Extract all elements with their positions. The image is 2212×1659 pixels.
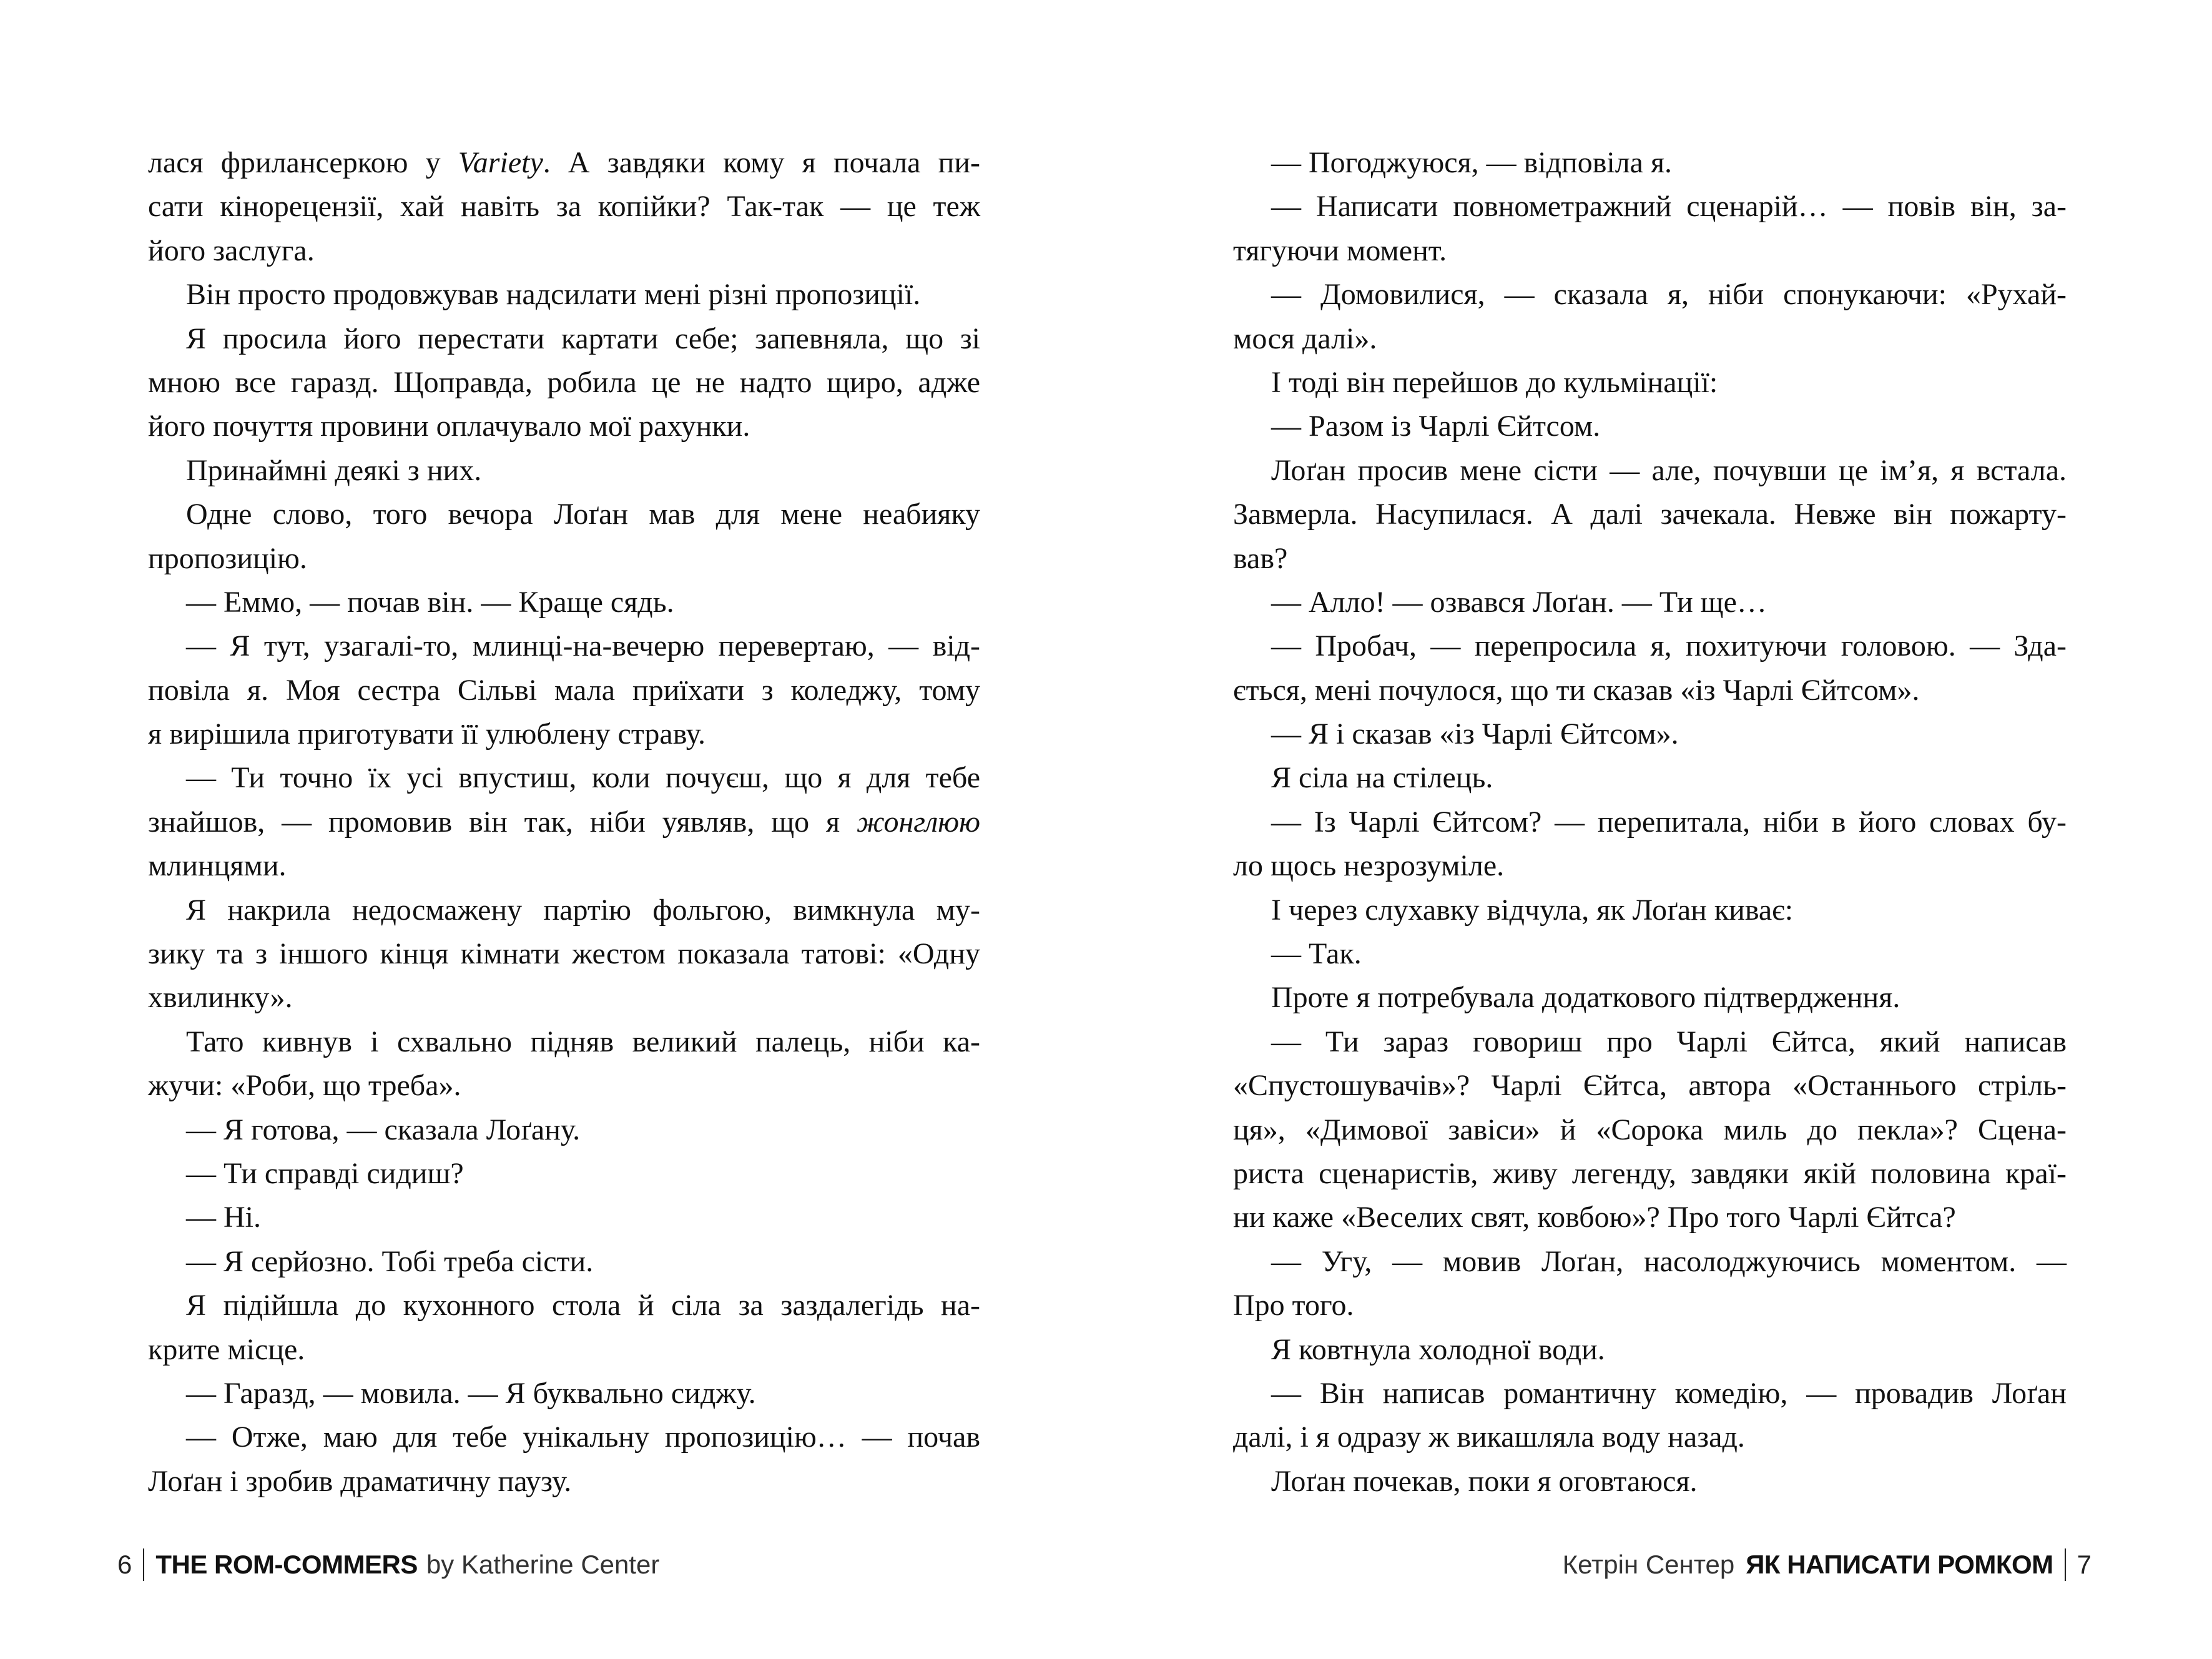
text-line bbox=[148, 581, 980, 624]
text-line bbox=[1233, 1460, 2067, 1504]
text-run: млинцями. bbox=[148, 849, 287, 883]
text-line bbox=[148, 1108, 980, 1152]
text-run: — Еммо, — почав він. — Краще сядь. bbox=[186, 585, 674, 619]
text-line bbox=[148, 273, 980, 317]
text-line bbox=[1233, 669, 2067, 712]
running-head-title: ЯК НАПИСАТИ РОМКОМ bbox=[1746, 1550, 2053, 1579]
text-line bbox=[1233, 1196, 2067, 1239]
text-line bbox=[148, 1284, 980, 1327]
text-line bbox=[148, 449, 980, 493]
text-run: Завмерла. Насупилася. А далі зачекала. Невже він пожарту- bbox=[1233, 498, 2067, 531]
text-run: — Пробач, — перепросила я, похитуючи головою. — Зда- bbox=[1271, 629, 2067, 663]
text-run: я вирішила приготувати її улюблену страву. bbox=[148, 717, 705, 751]
text-line bbox=[1233, 229, 2067, 273]
text-run: Тато кивнув і схвально підняв великий палець, ніби ка- bbox=[186, 1025, 980, 1058]
text-line bbox=[148, 141, 980, 185]
text-run: крите місце. bbox=[148, 1332, 305, 1366]
text-run: Принаймні деякі з них. bbox=[186, 453, 482, 487]
left-page-body bbox=[148, 141, 980, 1504]
text-run: — Так. bbox=[1271, 937, 1362, 971]
text-run: — Ти справді сидиш? bbox=[186, 1156, 464, 1190]
text-line bbox=[1233, 361, 2067, 405]
text-line bbox=[148, 932, 980, 976]
text-line bbox=[148, 229, 980, 273]
text-line bbox=[148, 889, 980, 932]
text-run: його почуття провини оплачувало мої рахунки. bbox=[148, 410, 750, 443]
text-line bbox=[1233, 317, 2067, 361]
text-run: пропозицію. bbox=[148, 541, 307, 575]
text-line bbox=[1233, 449, 2067, 493]
text-run: — Із Чарлі Єйтсом? — перепитала, ніби в його словах бу- bbox=[1271, 805, 2067, 839]
text-run: мною все гаразд. Щоправда, робила це не надто щиро, адже bbox=[148, 365, 980, 399]
text-line bbox=[1233, 537, 2067, 581]
text-run: сати кінорецензії, хай навіть за копійки? Так-так — це теж bbox=[148, 190, 980, 224]
italic-text-run: жонглюю bbox=[857, 805, 980, 839]
text-run: — Ти зараз говориш про Чарлі Єйтса, який написав bbox=[1271, 1025, 2067, 1058]
text-line bbox=[148, 185, 980, 229]
text-run: — Домовилися, — сказала я, ніби спонукаючи: «Рухай- bbox=[1271, 278, 2067, 312]
text-run: ється, мені почулося, що ти сказав «із Чарлі Єйтсом». bbox=[1233, 673, 1920, 707]
text-line bbox=[148, 1152, 980, 1196]
running-head-author: by Katherine Center bbox=[426, 1550, 660, 1579]
text-run: знайшов, — промовив він так, ніби уявляв, що я bbox=[148, 805, 857, 839]
text-run: далі, і я одразу ж викашляла воду назад. bbox=[1233, 1420, 1745, 1454]
text-run: тягуючи момент. bbox=[1233, 234, 1447, 267]
text-run: Лоґан і зробив драматичну паузу. bbox=[148, 1464, 572, 1498]
text-run: вав? bbox=[1233, 541, 1288, 575]
text-run: — Я серйозно. Тобі треба сісти. bbox=[186, 1244, 594, 1278]
text-line bbox=[1233, 756, 2067, 800]
text-line bbox=[148, 317, 980, 361]
text-line bbox=[1233, 1415, 2067, 1459]
text-run: Проте я потребувала додаткового підтвердження. bbox=[1271, 981, 1900, 1015]
text-line bbox=[1233, 932, 2067, 976]
text-line bbox=[1233, 1240, 2067, 1284]
text-line bbox=[148, 1196, 980, 1239]
text-line bbox=[148, 1415, 980, 1459]
text-run: І через слухавку відчула, як Лоґан киває: bbox=[1271, 893, 1794, 927]
text-line bbox=[1233, 1108, 2067, 1152]
page-number: 6 bbox=[117, 1550, 132, 1579]
text-line bbox=[148, 1020, 980, 1064]
text-line bbox=[1233, 1152, 2067, 1196]
text-run: — Написати повнометражний сценарій… — повів він, за- bbox=[1271, 190, 2067, 224]
text-line bbox=[148, 800, 980, 844]
text-run: Я сіла на стілець. bbox=[1271, 761, 1493, 795]
text-line bbox=[148, 1372, 980, 1415]
text-line bbox=[1233, 141, 2067, 185]
text-run: — Ні. bbox=[186, 1201, 261, 1234]
text-line bbox=[148, 976, 980, 1020]
running-head-author: Кетрін Сентер bbox=[1562, 1550, 1735, 1579]
text-run: Лоґан почекав, поки я оговтаюся. bbox=[1271, 1464, 1698, 1498]
text-run: — Я готова, — сказала Лоґану. bbox=[186, 1113, 581, 1146]
text-run: — Я тут, узагалі-то, млинці-на-вечерю перевертаю, — від- bbox=[186, 629, 980, 663]
text-run: Я накрила недосмажену партію фольгою, вимкнула му- bbox=[186, 893, 980, 927]
text-line bbox=[1233, 1372, 2067, 1415]
text-line bbox=[148, 1328, 980, 1372]
text-line bbox=[148, 405, 980, 448]
text-run: Я підійшла до кухонного стола й сіла за заздалегідь на- bbox=[186, 1289, 980, 1322]
text-line bbox=[148, 1240, 980, 1284]
text-run: лася фрилансеркою у bbox=[148, 146, 458, 179]
text-line bbox=[1233, 273, 2067, 317]
text-run: І тоді він перейшов до кульмінації: bbox=[1271, 365, 1718, 399]
text-line bbox=[148, 361, 980, 405]
text-line bbox=[148, 712, 980, 756]
text-line bbox=[1233, 185, 2067, 229]
text-line bbox=[1233, 1284, 2067, 1327]
text-run: Він просто продовжував надсилати мені різні пропозиції. bbox=[186, 278, 921, 312]
text-run: — Він написав романтичну комедію, — провадив Лоґан bbox=[1271, 1376, 2067, 1410]
text-run: — Угу, — мовив Лоґан, насолоджуючись моментом. — bbox=[1271, 1244, 2067, 1278]
text-run: — Гаразд, — мовила. — Я буквально сиджу. bbox=[186, 1376, 756, 1410]
page-number: 7 bbox=[2077, 1550, 2092, 1579]
text-line bbox=[148, 1064, 980, 1108]
text-run: мося далі». bbox=[1233, 322, 1377, 355]
text-line bbox=[1233, 624, 2067, 668]
text-run: — Отже, маю для тебе унікальну пропозицію… — почав bbox=[186, 1420, 980, 1454]
text-run: хвилинку». bbox=[148, 981, 293, 1015]
text-line bbox=[1233, 889, 2067, 932]
right-page-footer bbox=[1563, 1547, 2092, 1582]
text-run: його заслуга. bbox=[148, 234, 315, 267]
running-head-title: THE ROM-COMMERS bbox=[155, 1550, 418, 1579]
left-page-footer bbox=[117, 1547, 659, 1582]
footer-divider bbox=[143, 1548, 144, 1581]
text-run: — Я і сказав «із Чарлі Єйтсом». bbox=[1271, 717, 1679, 751]
text-line bbox=[148, 624, 980, 668]
italic-text-run: Variety bbox=[458, 146, 543, 179]
text-line bbox=[1233, 581, 2067, 624]
text-line bbox=[1233, 712, 2067, 756]
text-run: ни каже «Веселих свят, ковбою»? Про того Чарлі Єйтса? bbox=[1233, 1201, 1956, 1234]
text-run: — Ти точно їх усі впустиш, коли почуєш, що я для тебе bbox=[186, 761, 980, 795]
text-line bbox=[1233, 800, 2067, 844]
text-run: Про того. bbox=[1233, 1289, 1354, 1322]
text-line bbox=[1233, 976, 2067, 1020]
text-run: повіла я. Моя сестра Сільві мала приїхати з коледжу, тому bbox=[148, 673, 980, 707]
text-line bbox=[1233, 405, 2067, 448]
text-line bbox=[148, 1460, 980, 1504]
text-line bbox=[148, 844, 980, 888]
text-run: «Спустошувачів»? Чарлі Єйтса, автора «Останнього стріль- bbox=[1233, 1069, 2067, 1103]
text-line bbox=[148, 756, 980, 800]
text-run: — Погоджуюся, — відповіла я. bbox=[1271, 146, 1673, 179]
text-line bbox=[1233, 1064, 2067, 1108]
text-run: риста сценаристів, живу легенду, завдяки якій половина краї- bbox=[1233, 1156, 2067, 1190]
text-run: — Разом із Чарлі Єйтсом. bbox=[1271, 410, 1601, 443]
text-run: ця», «Димової завіси» й «Сорока миль до пекла»? Сцена- bbox=[1233, 1113, 2067, 1146]
text-line bbox=[148, 493, 980, 536]
text-run: жучи: «Роби, що треба». bbox=[148, 1069, 461, 1103]
text-run: зику та з іншого кінця кімнати жестом показала татові: «Одну bbox=[148, 937, 980, 971]
text-run: Я ковтнула холодної води. bbox=[1271, 1332, 1605, 1366]
right-page-body bbox=[1233, 141, 2067, 1504]
text-run: Одне слово, того вечора Лоґан мав для мене неабияку bbox=[186, 498, 980, 531]
text-line bbox=[1233, 1020, 2067, 1064]
right-page bbox=[1106, 0, 2212, 1659]
text-run: ло щось незрозуміле. bbox=[1233, 849, 1505, 883]
text-run: — Алло! — озвався Лоґан. — Ти ще… bbox=[1271, 585, 1767, 619]
text-run: . А завдяки кому я почала пи- bbox=[543, 146, 980, 179]
text-line bbox=[148, 669, 980, 712]
footer-divider bbox=[2065, 1548, 2066, 1581]
text-line bbox=[1233, 844, 2067, 888]
text-run: Лоґан просив мене сісти — але, почувши це ім’я, я встала. bbox=[1271, 453, 2067, 487]
text-line bbox=[1233, 1328, 2067, 1372]
text-line bbox=[148, 537, 980, 581]
text-run: Я просила його перестати картати себе; запевняла, що зі bbox=[186, 322, 980, 355]
text-line bbox=[1233, 493, 2067, 536]
